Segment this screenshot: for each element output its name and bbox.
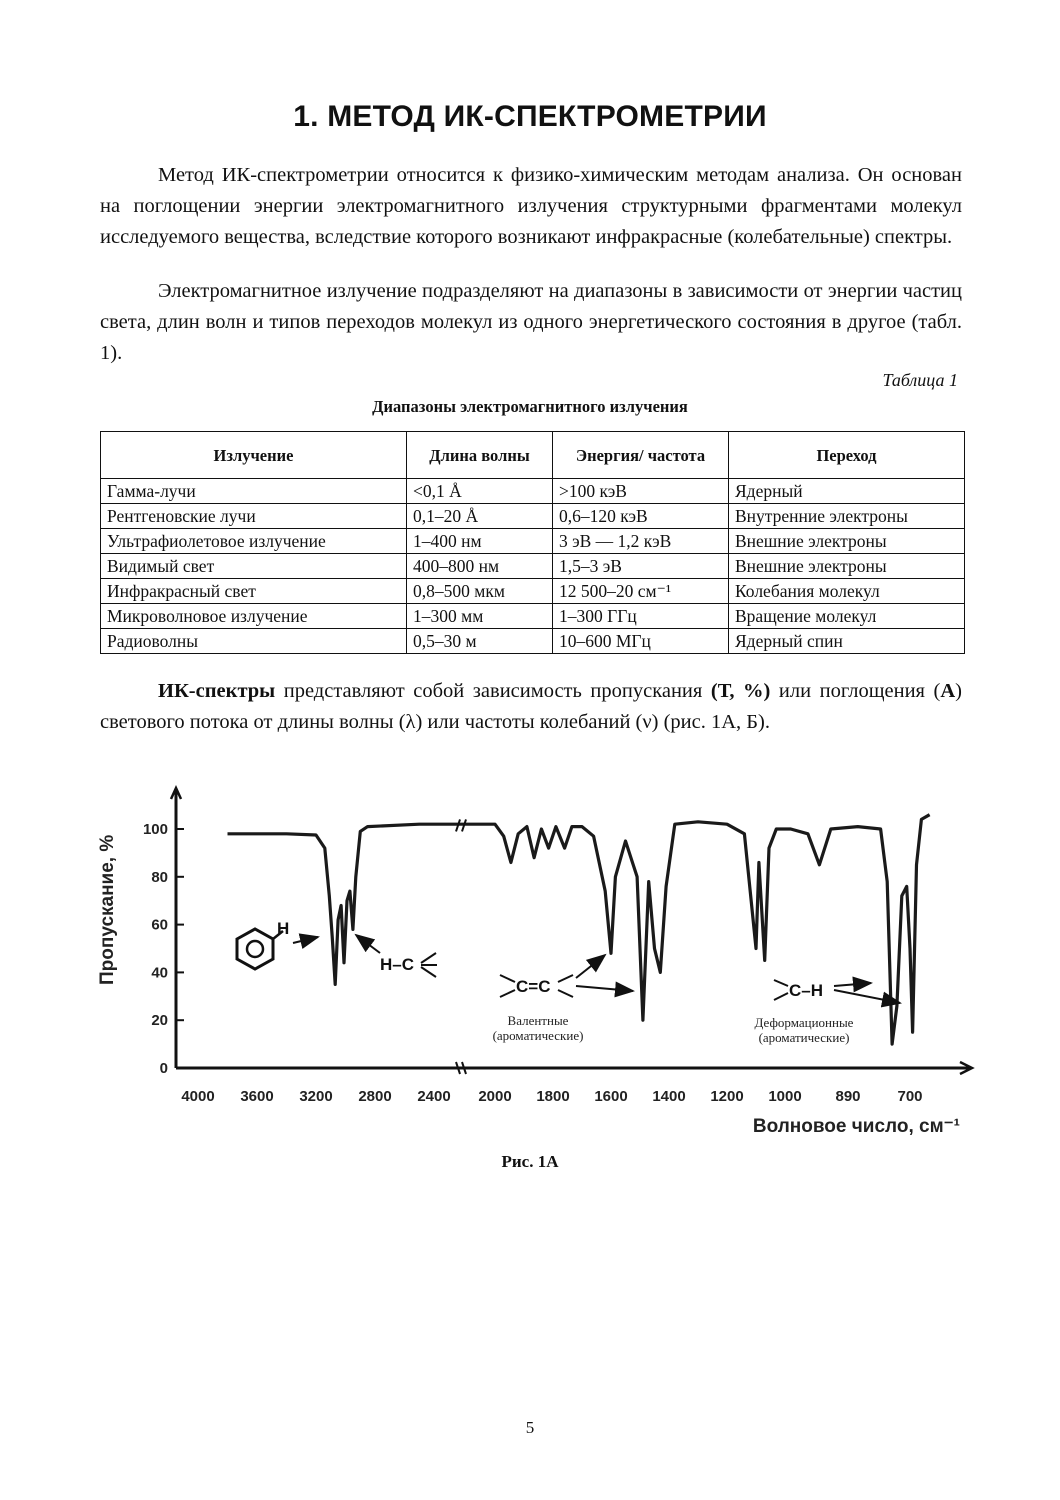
table-row bbox=[101, 504, 965, 529]
y-axis-label: Пропускание, % bbox=[97, 834, 118, 985]
table-cell: 1–300 ГГц bbox=[553, 604, 729, 629]
table-row bbox=[101, 579, 965, 604]
deformation-label: Деформационные bbox=[754, 1015, 854, 1030]
y-tick-label: 0 bbox=[159, 1060, 168, 1077]
x-axis-ticks bbox=[181, 1088, 922, 1105]
table-row bbox=[101, 479, 965, 504]
term-absorbance: А bbox=[940, 680, 956, 702]
table-cell: Ультрафиолетовое излучение bbox=[101, 529, 407, 554]
ch-stretch-arrow bbox=[356, 935, 380, 953]
x-tick-label: 2000 bbox=[478, 1088, 512, 1105]
table-cell: Гамма-лучи bbox=[101, 479, 407, 504]
table-cell: Внешние электроны bbox=[729, 529, 965, 554]
deformation-sub-label: (ароматические) bbox=[758, 1030, 850, 1045]
table-header-cell: Энергия/ частота bbox=[553, 432, 729, 479]
x-tick-label: 700 bbox=[897, 1088, 923, 1105]
x-tick-label: 890 bbox=[835, 1088, 861, 1105]
table-title: Диапазоны электромагнитного излучения bbox=[372, 397, 688, 416]
page-number: 5 bbox=[525, 1418, 535, 1437]
table-cell: Инфракрасный свет bbox=[101, 579, 407, 604]
table-cell: Внешние электроны bbox=[729, 554, 965, 579]
table-cell: Вращение молекул bbox=[729, 604, 965, 629]
table-cell: 1,5–3 эВ bbox=[553, 554, 729, 579]
table-cell: Ядерный bbox=[729, 479, 965, 504]
table-cell: Видимый свет bbox=[101, 554, 407, 579]
paragraph-ir-spectra bbox=[100, 676, 962, 738]
radiation-table bbox=[100, 431, 965, 654]
x-tick-label: 1000 bbox=[768, 1088, 802, 1105]
ch-stretch-bonds bbox=[421, 953, 437, 977]
ch-stretch-label: H–C bbox=[380, 955, 415, 974]
page-title: 1. МЕТОД ИК-СПЕКТРОМЕТРИИ bbox=[293, 100, 767, 133]
y-tick-label: 100 bbox=[142, 821, 168, 838]
valence-sub-label: (ароматические) bbox=[492, 1028, 584, 1043]
paragraph-text: ) светового потока от длины волны (λ) или частоты колебаний (ν) (рис. 1А, Б). bbox=[100, 680, 962, 733]
y-tick-label: 20 bbox=[151, 1012, 168, 1030]
cc-label: C=C bbox=[516, 977, 551, 996]
valence-label: Валентные bbox=[507, 1013, 569, 1028]
x-tick-label: 4000 bbox=[181, 1088, 215, 1105]
table-cell: 0,8–500 мкм bbox=[407, 579, 553, 604]
table-cell: Колебания молекул bbox=[729, 579, 965, 604]
x-tick-label: 1800 bbox=[536, 1088, 570, 1105]
table-cell: 1–300 мм bbox=[407, 604, 553, 629]
y-tick-label: 40 bbox=[151, 964, 168, 982]
table-cell: Радиоволны bbox=[101, 629, 407, 654]
table-cell: Микроволновое излучение bbox=[101, 604, 407, 629]
table-header-cell: Переход bbox=[729, 432, 965, 479]
paragraph-intro: Метод ИК-спектрометрии относится к физико-химическим методам анализа. Он основан на поглощении энергии электромагнитного излучения структурными фрагментами молекул исследуемого вещества, вследствие которого возникают инфракрасные (колебательные) спектры. bbox=[100, 164, 962, 248]
x-tick-label: 3200 bbox=[299, 1088, 333, 1105]
y-axis-ticks bbox=[143, 821, 184, 1077]
term-transmittance: (Т, %) bbox=[710, 680, 771, 702]
y-tick-label: 60 bbox=[151, 916, 168, 934]
table-cell: Внутренние электроны bbox=[729, 504, 965, 529]
x-tick-label: 2800 bbox=[358, 1088, 392, 1105]
table-header-cell: Излучение bbox=[101, 432, 407, 479]
table-cell: 0,1–20 Å bbox=[407, 504, 553, 529]
x-tick-label: 1600 bbox=[594, 1088, 628, 1105]
x-tick-label: 2400 bbox=[417, 1088, 451, 1105]
table-cell: 0,5–30 м bbox=[407, 629, 553, 654]
cc-arrow-2 bbox=[576, 986, 633, 991]
y-tick-label: 80 bbox=[151, 868, 168, 886]
table-cell: Рентгеновские лучи bbox=[101, 504, 407, 529]
x-tick-label: 1400 bbox=[652, 1088, 686, 1105]
paragraph-ranges: Электромагнитное излучение подразделяют на диапазоны в зависимости от энергии частиц света, длин волн и типов переходов молекул из одного энергетического состояния в другое (табл. 1). bbox=[100, 280, 962, 364]
table-row bbox=[101, 629, 965, 654]
table-cell: >100 кэВ bbox=[553, 479, 729, 504]
table-cell: 1–400 нм bbox=[407, 529, 553, 554]
ch-bend-arrow-1 bbox=[834, 983, 871, 986]
table-caption: Таблица 1 bbox=[882, 370, 958, 390]
x-axis-label: Волновое число, см⁻¹ bbox=[752, 1116, 960, 1137]
cc-arrow-1 bbox=[576, 955, 605, 978]
benzene-arrow bbox=[293, 937, 318, 943]
transmittance-series-line bbox=[228, 815, 930, 1044]
table-row bbox=[101, 529, 965, 554]
table-cell: Ядерный спин bbox=[729, 629, 965, 654]
paragraph-text: или поглощения ( bbox=[770, 680, 941, 702]
table-header-cell: Длина волны bbox=[407, 432, 553, 479]
ch-bend-label: C–H bbox=[789, 981, 824, 1000]
benzene-h-label: H bbox=[277, 919, 290, 938]
x-tick-label: 3600 bbox=[240, 1088, 274, 1105]
table-cell: 12 500–20 см⁻¹ bbox=[553, 579, 729, 604]
table-row bbox=[101, 604, 965, 629]
figure-caption: Рис. 1А bbox=[501, 1152, 559, 1171]
table-header-row bbox=[101, 432, 965, 479]
table-cell: 10–600 МГц bbox=[553, 629, 729, 654]
ir-spectrum-chart bbox=[90, 785, 990, 1145]
table-cell: 3 эВ — 1,2 кэВ bbox=[553, 529, 729, 554]
paragraph-text: представляют собой зависимость пропускания bbox=[275, 680, 711, 702]
ch-bend-bonds bbox=[774, 980, 788, 1000]
table-cell: 400–800 нм bbox=[407, 554, 553, 579]
x-tick-label: 1200 bbox=[710, 1088, 744, 1105]
table-row bbox=[101, 554, 965, 579]
table-cell: 0,6–120 кэВ bbox=[553, 504, 729, 529]
table-cell: <0,1 Å bbox=[407, 479, 553, 504]
term-ir-spectra: ИК-спектры bbox=[158, 680, 276, 702]
